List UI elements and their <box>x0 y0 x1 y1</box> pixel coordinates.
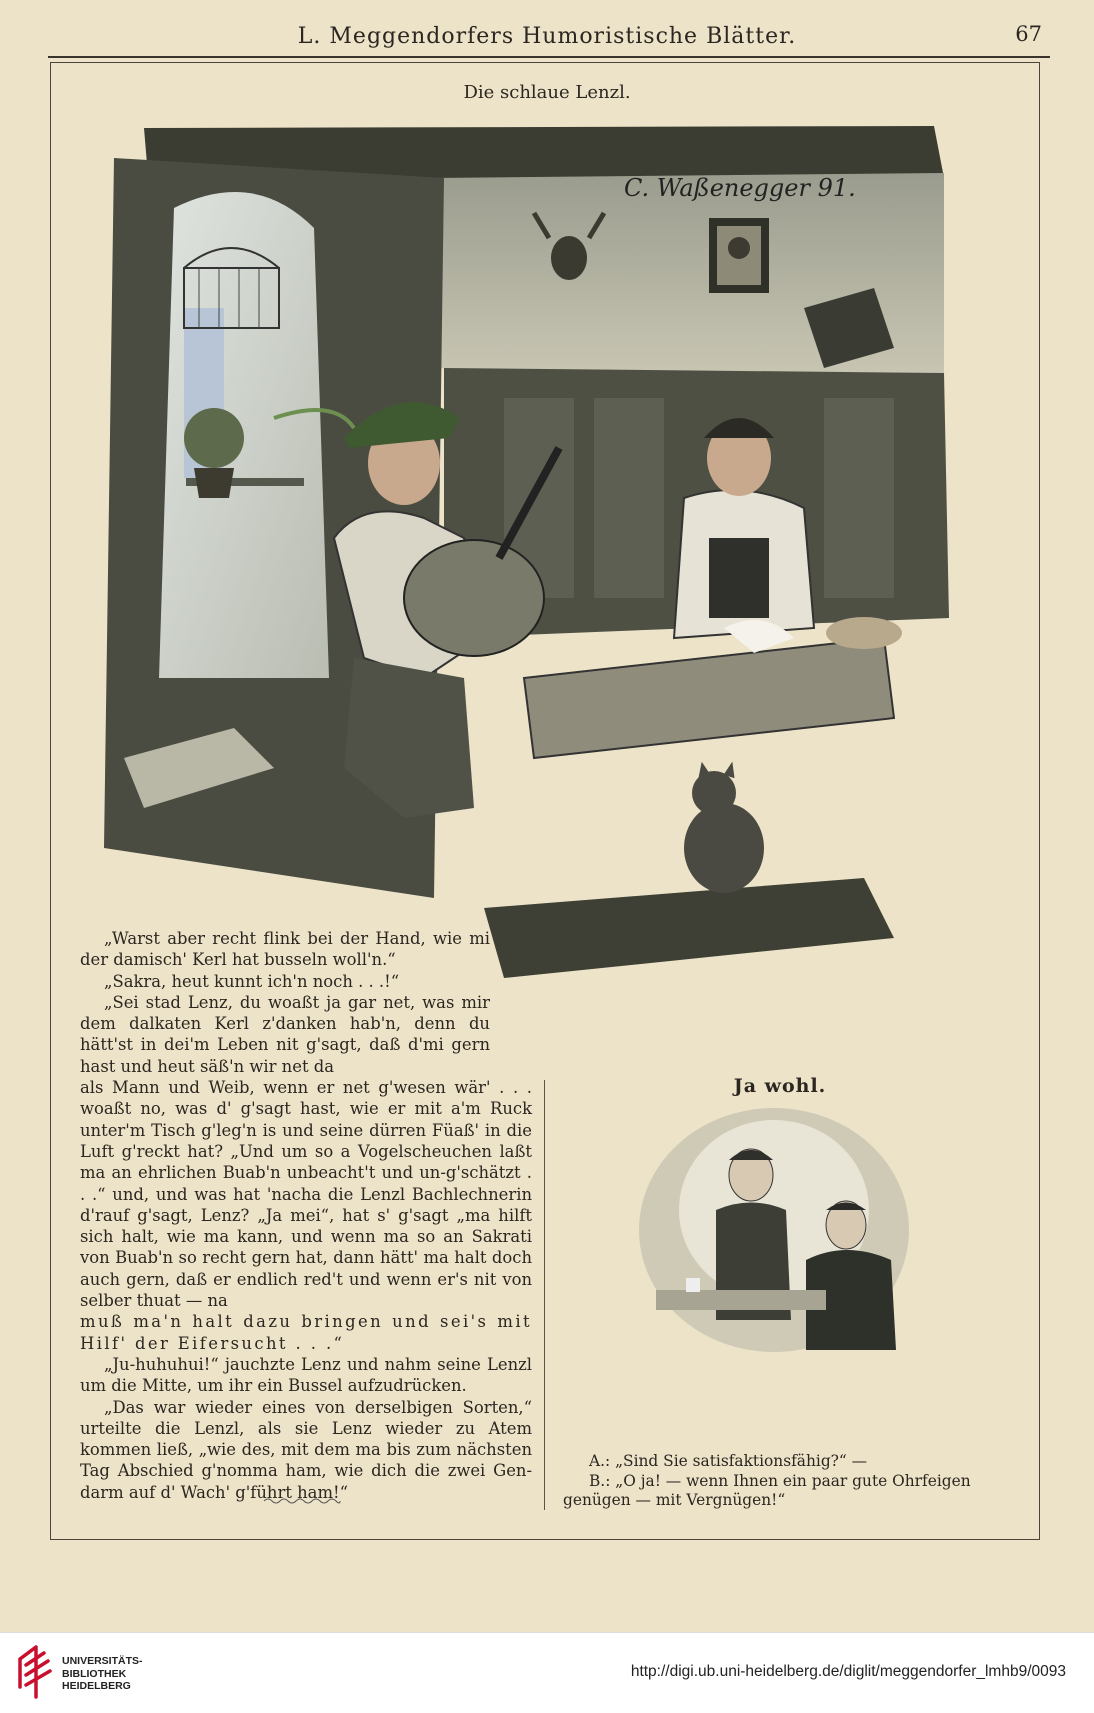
joke-line-c: genügen — mit Vergnügen!“ <box>563 1491 786 1509</box>
story-paragraph: „Das war wieder eines von derselbigen Sorten,“ urteilte die Lenzl, als sie Lenz wieder zu Atem kommen ließ, „wie des, mit dem ma bis zum nächsten Tag Abschied g'nomma ham, wie dich die zwei Gen-darm auf d' Wach' g'führt ham!“ <box>80 1397 532 1502</box>
logo-line: UNIVERSITÄTS- <box>62 1655 143 1667</box>
logo-line: BIBLIOTHEK <box>62 1667 127 1680</box>
story-end-ornament <box>262 1497 342 1505</box>
joke-title: Ja wohl. <box>733 1075 827 1097</box>
joke-dialogue <box>563 1452 1023 1511</box>
story-paragraph: „Sei stad Lenz, du woaßt ja gar net, was mir dem dalkaten Kerl z'danken hab'n, denn du hätt'st in dei'm Leben nit g'sagt, daß d'mi gern hast und heut säß'n wir net da <box>80 992 490 1076</box>
column-divider <box>544 1080 545 1510</box>
running-header <box>0 20 1094 56</box>
joke-line-b: B.: „O ja! — wenn Ihnen ein paar gute Ohrfeigen <box>589 1471 971 1490</box>
story-paragraph: muß ma'n halt dazu bringen und sei's mit Hilf' der Eifersucht . . .“ <box>80 1312 532 1353</box>
library-name[interactable] <box>62 1655 143 1693</box>
artist-signature: C. Waßenegger 91. <box>624 174 856 202</box>
university-logo-icon[interactable] <box>14 1643 58 1701</box>
story-paragraph: als Mann und Weib, wenn er net g'wesen wär' . . . woaßt no, was d' g'sagt hast, wie er mit a'm Ruck unter'm Tisch g'leg'n is und seine dürren Füaß' in die Luft g'reckt hat? „Und um so a Vogelscheuchen laßt ma an ehrlichen Buab'n unbeacht't und un-g'schätzt . . .“ und, und was hat 'nacha die Lenzl Bachlechnerin d'rauf g'sagt, Lenz? „Ja mei“, hat s' g'sagt „ma hilft sich halt, wie ma kann, und wenn ma so an Sakrati von Buab'n so recht gern hat, dann hätt' ma halt doch auch gern, daß er endlich red't und wenn er's nit von selber thuat — na <box>80 1078 532 1311</box>
page-number: 67 <box>1015 22 1042 46</box>
header-rule <box>48 56 1050 58</box>
logo-line: HEIDELBERG <box>62 1680 131 1692</box>
story-paragraph: „Ju-huhuhui!“ jauchzte Lenz und nahm seine Lenzl um die Mitte, um ihr ein Bussel aufzudrücken. <box>80 1354 532 1396</box>
story-paragraph: „Warst aber recht flink bei der Hand, wie mi der damisch' Kerl hat busseln woll'n.“ <box>80 929 490 970</box>
viewer-footer <box>0 1632 1094 1713</box>
journal-title: L. Meggendorfers Humoristische Blätter. <box>297 24 797 49</box>
joke-illustration <box>626 1100 922 1360</box>
permalink-url[interactable]: http://digi.ub.uni-heidelberg.de/diglit/meggendorfer_lmhb9/0093 <box>630 1663 1066 1680</box>
joke-line-a: A.: „Sind Sie satisfaktionsfähig?“ — <box>589 1452 868 1470</box>
story-title: Die schlaue Lenzl. <box>463 82 631 103</box>
story-text <box>80 928 532 1503</box>
tavern-illustration <box>104 118 966 1050</box>
story-paragraph: „Sakra, heut kunnt ich'n noch . . .!“ <box>104 971 400 991</box>
